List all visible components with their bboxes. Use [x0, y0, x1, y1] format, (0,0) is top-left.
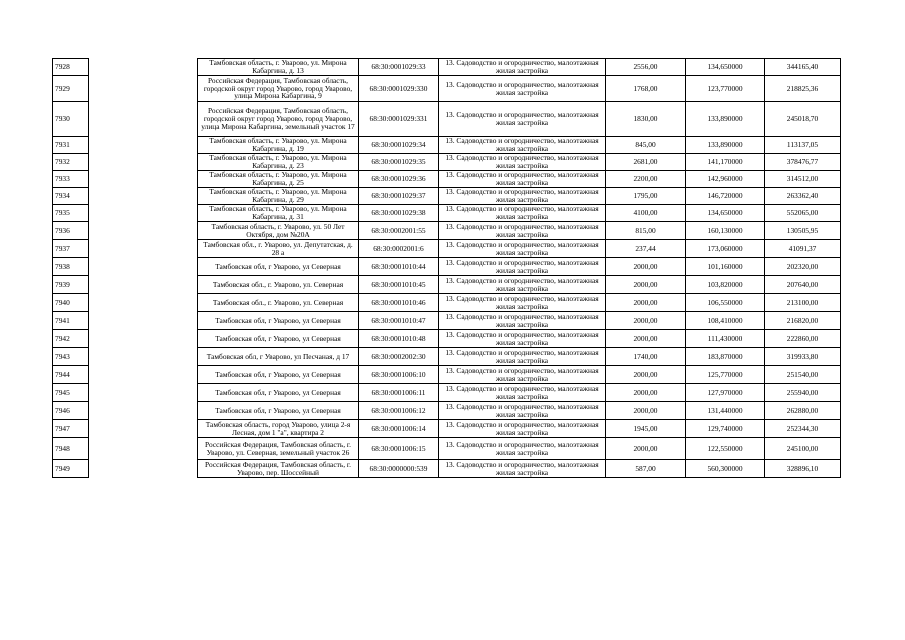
land-use-cell: 13. Садоводство и огородничество, малоэтажная жилая застройка — [439, 188, 606, 205]
unit-value-cell: 160,130000 — [686, 222, 765, 240]
row-number: 7934 — [53, 188, 89, 205]
row-number: 7940 — [53, 294, 89, 312]
address-cell: Тамбовская область, г. Уварово, ул. Мирона Кабаргина, д. 29 — [198, 188, 359, 205]
column-gap — [89, 294, 198, 312]
table-row — [53, 312, 841, 330]
land-use-cell: 13. Садоводство и огородничество, малоэтажная жилая застройка — [439, 102, 606, 137]
registry-table — [52, 58, 841, 478]
unit-value-cell: 560,300000 — [686, 460, 765, 478]
address-cell: Тамбовская область, г. Уварово, ул. Мирона Кабаргина, д. 19 — [198, 137, 359, 154]
cadastral-value-cell: 263362,40 — [765, 188, 841, 205]
cadastral-value-cell: 222860,00 — [765, 330, 841, 348]
row-number: 7944 — [53, 366, 89, 384]
unit-value-cell: 122,550000 — [686, 438, 765, 460]
table-row — [53, 188, 841, 205]
table-row — [53, 402, 841, 420]
land-use-cell: 13. Садоводство и огородничество, малоэтажная жилая застройка — [439, 137, 606, 154]
area-cell: 845,00 — [606, 137, 686, 154]
cadastral-number-cell: 68:30:0002002:30 — [359, 348, 439, 366]
column-gap — [89, 348, 198, 366]
cadastral-number-cell: 68:30:0001010:47 — [359, 312, 439, 330]
row-number: 7947 — [53, 420, 89, 438]
address-cell: Российская Федерация, Тамбовская область, городской округ город Уварово, город Уварово, улица Мирона Кабаргина, 9 — [198, 76, 359, 102]
address-cell: Тамбовская обл, г Уварово, ул Северная — [198, 366, 359, 384]
row-number: 7946 — [53, 402, 89, 420]
cadastral-value-cell: 328896,10 — [765, 460, 841, 478]
unit-value-cell: 134,650000 — [686, 205, 765, 222]
table-row — [53, 276, 841, 294]
address-cell: Тамбовская область, г. Уварово, ул. Мирона Кабаргина, д. 25 — [198, 171, 359, 188]
table-row — [53, 154, 841, 171]
land-use-cell: 13. Садоводство и огородничество, малоэтажная жилая застройка — [439, 402, 606, 420]
address-cell: Тамбовская обл, г Уварово, ул Северная — [198, 312, 359, 330]
cadastral-number-cell: 68:30:0001006:10 — [359, 366, 439, 384]
cadastral-value-cell: 314512,00 — [765, 171, 841, 188]
area-cell: 2000,00 — [606, 312, 686, 330]
address-cell: Тамбовская область, город Уварово, улица 2-я Лесная, дом 1 "а", квартира 2 — [198, 420, 359, 438]
cadastral-value-cell: 202320,00 — [765, 258, 841, 276]
row-number: 7931 — [53, 137, 89, 154]
cadastral-value-cell: 41091,37 — [765, 240, 841, 258]
land-use-cell: 13. Садоводство и огородничество, малоэтажная жилая застройка — [439, 294, 606, 312]
column-gap — [89, 240, 198, 258]
column-gap — [89, 171, 198, 188]
area-cell: 1945,00 — [606, 420, 686, 438]
cadastral-number-cell: 68:30:0001006:14 — [359, 420, 439, 438]
cadastral-number-cell: 68:30:0001006:11 — [359, 384, 439, 402]
land-use-cell: 13. Садоводство и огородничество, малоэтажная жилая застройка — [439, 171, 606, 188]
cadastral-number-cell: 68:30:0001029:36 — [359, 171, 439, 188]
cadastral-value-cell: 319933,80 — [765, 348, 841, 366]
table-row — [53, 384, 841, 402]
row-number: 7933 — [53, 171, 89, 188]
unit-value-cell: 103,820000 — [686, 276, 765, 294]
area-cell: 237,44 — [606, 240, 686, 258]
area-cell: 2000,00 — [606, 294, 686, 312]
table-row — [53, 59, 841, 76]
area-cell: 587,00 — [606, 460, 686, 478]
cadastral-number-cell: 68:30:0002001:6 — [359, 240, 439, 258]
area-cell: 2000,00 — [606, 330, 686, 348]
cadastral-value-cell: 251540,00 — [765, 366, 841, 384]
cadastral-number-cell: 68:30:0001006:12 — [359, 402, 439, 420]
address-cell: Тамбовская обл., г. Уварово, ул. Северная — [198, 276, 359, 294]
land-use-cell: 13. Садоводство и огородничество, малоэтажная жилая застройка — [439, 154, 606, 171]
row-number: 7932 — [53, 154, 89, 171]
land-use-cell: 13. Садоводство и огородничество, малоэтажная жилая застройка — [439, 59, 606, 76]
column-gap — [89, 366, 198, 384]
table-row — [53, 171, 841, 188]
area-cell: 4100,00 — [606, 205, 686, 222]
unit-value-cell: 129,740000 — [686, 420, 765, 438]
table-row — [53, 222, 841, 240]
land-use-cell: 13. Садоводство и огородничество, малоэтажная жилая застройка — [439, 205, 606, 222]
address-cell: Российская Федерация, Тамбовская область, г. Уварово, пер. Шоссейный — [198, 460, 359, 478]
column-gap — [89, 205, 198, 222]
column-gap — [89, 438, 198, 460]
unit-value-cell: 101,160000 — [686, 258, 765, 276]
cadastral-value-cell: 252344,30 — [765, 420, 841, 438]
land-use-cell: 13. Садоводство и огородничество, малоэтажная жилая застройка — [439, 76, 606, 102]
table-row — [53, 348, 841, 366]
column-gap — [89, 402, 198, 420]
row-number: 7937 — [53, 240, 89, 258]
unit-value-cell: 123,770000 — [686, 76, 765, 102]
address-cell: Российская Федерация, Тамбовская область, городской округ город Уварово, город Уварово, улица Мирона Кабаргина, земельный участок 17 — [198, 102, 359, 137]
cadastral-value-cell: 344165,40 — [765, 59, 841, 76]
table-row — [53, 205, 841, 222]
column-gap — [89, 222, 198, 240]
area-cell: 2000,00 — [606, 258, 686, 276]
address-cell: Тамбовская обл, г Уварово, ул Северная — [198, 384, 359, 402]
unit-value-cell: 173,060000 — [686, 240, 765, 258]
area-cell: 1740,00 — [606, 348, 686, 366]
cadastral-number-cell: 68:30:0001010:46 — [359, 294, 439, 312]
cadastral-value-cell: 552065,00 — [765, 205, 841, 222]
column-gap — [89, 76, 198, 102]
unit-value-cell: 133,890000 — [686, 137, 765, 154]
row-number: 7948 — [53, 438, 89, 460]
table-row — [53, 420, 841, 438]
cadastral-number-cell: 68:30:0001010:45 — [359, 276, 439, 294]
unit-value-cell: 111,430000 — [686, 330, 765, 348]
column-gap — [89, 258, 198, 276]
area-cell: 1830,00 — [606, 102, 686, 137]
column-gap — [89, 137, 198, 154]
cadastral-value-cell: 245100,00 — [765, 438, 841, 460]
cadastral-value-cell: 245018,70 — [765, 102, 841, 137]
cadastral-number-cell: 68:30:0001029:38 — [359, 205, 439, 222]
row-number: 7942 — [53, 330, 89, 348]
land-use-cell: 13. Садоводство и огородничество, малоэтажная жилая застройка — [439, 276, 606, 294]
unit-value-cell: 106,550000 — [686, 294, 765, 312]
row-number: 7938 — [53, 258, 89, 276]
land-use-cell: 13. Садоводство и огородничество, малоэтажная жилая застройка — [439, 312, 606, 330]
column-gap — [89, 420, 198, 438]
unit-value-cell: 127,970000 — [686, 384, 765, 402]
address-cell: Тамбовская обл., г. Уварово, ул. Депутатская, д. 28 а — [198, 240, 359, 258]
area-cell: 1795,00 — [606, 188, 686, 205]
table-row — [53, 294, 841, 312]
table-row — [53, 366, 841, 384]
unit-value-cell: 183,870000 — [686, 348, 765, 366]
land-use-cell: 13. Садоводство и огородничество, малоэтажная жилая застройка — [439, 366, 606, 384]
unit-value-cell: 131,440000 — [686, 402, 765, 420]
cadastral-number-cell: 68:30:0001029:33 — [359, 59, 439, 76]
column-gap — [89, 330, 198, 348]
area-cell: 2000,00 — [606, 402, 686, 420]
cadastral-number-cell: 68:30:0001029:35 — [359, 154, 439, 171]
column-gap — [89, 59, 198, 76]
column-gap — [89, 460, 198, 478]
cadastral-value-cell: 207640,00 — [765, 276, 841, 294]
row-number: 7941 — [53, 312, 89, 330]
unit-value-cell: 134,650000 — [686, 59, 765, 76]
area-cell: 2000,00 — [606, 366, 686, 384]
cadastral-number-cell: 68:30:0000000:539 — [359, 460, 439, 478]
area-cell: 1768,00 — [606, 76, 686, 102]
column-gap — [89, 276, 198, 294]
cadastral-number-cell: 68:30:0001029:34 — [359, 137, 439, 154]
cadastral-number-cell: 68:30:0001006:15 — [359, 438, 439, 460]
unit-value-cell: 125,770000 — [686, 366, 765, 384]
cadastral-number-cell: 68:30:0001010:48 — [359, 330, 439, 348]
address-cell: Тамбовская обл., г. Уварово, ул. Северная — [198, 294, 359, 312]
unit-value-cell: 142,960000 — [686, 171, 765, 188]
column-gap — [89, 384, 198, 402]
unit-value-cell: 141,170000 — [686, 154, 765, 171]
land-use-cell: 13. Садоводство и огородничество, малоэтажная жилая застройка — [439, 420, 606, 438]
area-cell: 2000,00 — [606, 276, 686, 294]
table-row — [53, 240, 841, 258]
row-number: 7928 — [53, 59, 89, 76]
cadastral-value-cell: 216820,00 — [765, 312, 841, 330]
cadastral-value-cell: 262880,00 — [765, 402, 841, 420]
cadastral-value-cell: 130505,95 — [765, 222, 841, 240]
cadastral-value-cell: 213100,00 — [765, 294, 841, 312]
cadastral-value-cell: 378476,77 — [765, 154, 841, 171]
cadastral-number-cell: 68:30:0001029:37 — [359, 188, 439, 205]
land-use-cell: 13. Садоводство и огородничество, малоэтажная жилая застройка — [439, 438, 606, 460]
address-cell: Российская Федерация, Тамбовская область, г. Уварово, ул. Северная, земельный участок 26 — [198, 438, 359, 460]
table-row — [53, 102, 841, 137]
address-cell: Тамбовская область, г. Уварово, ул. Мирона Кабаргина, д. 31 — [198, 205, 359, 222]
land-use-cell: 13. Садоводство и огородничество, малоэтажная жилая застройка — [439, 258, 606, 276]
area-cell: 815,00 — [606, 222, 686, 240]
table-row — [53, 330, 841, 348]
unit-value-cell: 146,720000 — [686, 188, 765, 205]
table-row — [53, 258, 841, 276]
row-number: 7929 — [53, 76, 89, 102]
land-use-cell: 13. Садоводство и огородничество, малоэтажная жилая застройка — [439, 384, 606, 402]
unit-value-cell: 108,410000 — [686, 312, 765, 330]
area-cell: 2556,00 — [606, 59, 686, 76]
column-gap — [89, 312, 198, 330]
address-cell: Тамбовская обл, г Уварово, ул Северная — [198, 330, 359, 348]
cadastral-value-cell: 113137,05 — [765, 137, 841, 154]
address-cell: Тамбовская область, г. Уварово, ул. Мирона Кабаргина, д. 13 — [198, 59, 359, 76]
table-row — [53, 460, 841, 478]
cadastral-number-cell: 68:30:0001010:44 — [359, 258, 439, 276]
cadastral-value-cell: 218825,36 — [765, 76, 841, 102]
area-cell: 2000,00 — [606, 384, 686, 402]
table-row — [53, 137, 841, 154]
land-use-cell: 13. Садоводство и огородничество, малоэтажная жилая застройка — [439, 330, 606, 348]
table-row — [53, 438, 841, 460]
address-cell: Тамбовская обл, г Уварово, ул Северная — [198, 258, 359, 276]
column-gap — [89, 102, 198, 137]
cadastral-number-cell: 68:30:0002001:55 — [359, 222, 439, 240]
land-use-cell: 13. Садоводство и огородничество, малоэтажная жилая застройка — [439, 460, 606, 478]
cadastral-number-cell: 68:30:0001029:330 — [359, 76, 439, 102]
address-cell: Тамбовская область, г. Уварово, ул. 50 Лет Октября, дом №20А — [198, 222, 359, 240]
table-row — [53, 76, 841, 102]
row-number: 7935 — [53, 205, 89, 222]
land-use-cell: 13. Садоводство и огородничество, малоэтажная жилая застройка — [439, 240, 606, 258]
row-number: 7945 — [53, 384, 89, 402]
column-gap — [89, 154, 198, 171]
cadastral-number-cell: 68:30:0001029:331 — [359, 102, 439, 137]
cadastral-value-cell: 255940,00 — [765, 384, 841, 402]
area-cell: 2681,00 — [606, 154, 686, 171]
row-number: 7930 — [53, 102, 89, 137]
column-gap — [89, 188, 198, 205]
address-cell: Тамбовская обл, г Уварово, ул Северная — [198, 402, 359, 420]
address-cell: Тамбовская область, г. Уварово, ул. Мирона Кабаргина, д. 23 — [198, 154, 359, 171]
row-number: 7943 — [53, 348, 89, 366]
area-cell: 2200,00 — [606, 171, 686, 188]
address-cell: Тамбовская обл, г Уварово, ул Песчаная, д 17 — [198, 348, 359, 366]
row-number: 7936 — [53, 222, 89, 240]
row-number: 7949 — [53, 460, 89, 478]
row-number: 7939 — [53, 276, 89, 294]
table-body — [53, 59, 841, 478]
unit-value-cell: 133,890000 — [686, 102, 765, 137]
land-use-cell: 13. Садоводство и огородничество, малоэтажная жилая застройка — [439, 222, 606, 240]
area-cell: 2000,00 — [606, 438, 686, 460]
land-use-cell: 13. Садоводство и огородничество, малоэтажная жилая застройка — [439, 348, 606, 366]
